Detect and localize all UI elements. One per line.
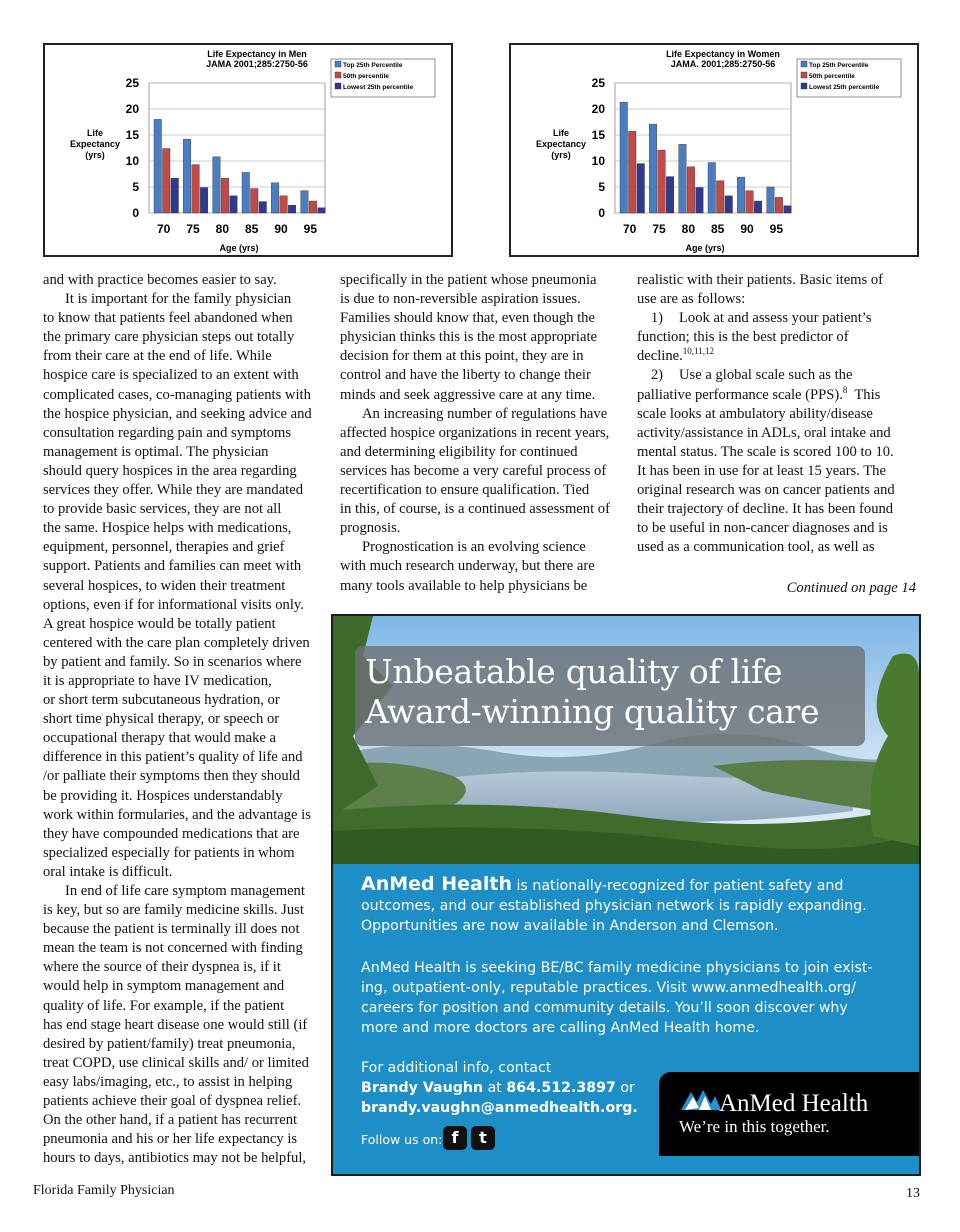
text-span: decline. — [637, 348, 683, 365]
x-tick-label: 90 — [740, 222, 754, 236]
anmed-mountain-icon — [681, 1086, 721, 1112]
y-axis-label: (yrs) — [551, 150, 571, 160]
chart-men-svg — [45, 45, 451, 255]
text-line: activity/assistance in ADLs, oral intake and — [637, 424, 891, 441]
text-line: recertification to ensure qualification. Tied — [340, 482, 590, 499]
text-line: the hospice physician, and seeking advice and — [43, 405, 312, 422]
text-line: quality of life. For example, if the patient — [43, 997, 285, 1014]
legend-label: Lowest 25th percentile — [809, 84, 880, 91]
text-line: Use a global scale such as the — [679, 367, 853, 384]
y-tick-label: 10 — [125, 154, 139, 168]
text-line: A great hospice would be totally patient — [43, 615, 276, 632]
text-line: desired by patient/family) treat pneumonia, — [43, 1035, 296, 1052]
chart-subtitle: JAMA 2001;285:2750-56 — [206, 59, 308, 69]
bar — [309, 201, 317, 213]
text-line: options, even if for informational visits only. — [43, 596, 304, 613]
text-line: is key, but so are family medicine skills. Just — [43, 902, 304, 919]
text-line: in this, of course, is a continued assessment of — [340, 501, 610, 518]
legend-label: 50th percentile — [809, 73, 855, 80]
text-line: services they offer. While they are mandated — [43, 482, 304, 499]
text-line: /or palliate their symptoms then they should — [43, 768, 300, 785]
x-tick-label: 70 — [156, 222, 171, 236]
bar — [213, 157, 221, 213]
chart-title: Life Expectancy in Women — [666, 49, 780, 59]
text-line: mean the team is not concerned with finding — [43, 940, 303, 957]
text-line: Prognostication is an evolving science — [362, 539, 586, 556]
legend-label: Top 25th Percentile — [343, 62, 403, 69]
x-axis-label: Age (yrs) — [219, 243, 259, 253]
text-line: has end stage heart disease one would still (if — [43, 1016, 308, 1033]
text-line: realistic with their patients. Basic items of — [637, 272, 884, 288]
bar — [637, 164, 645, 213]
text-line — [637, 386, 922, 405]
text-line: is due to non-reversible aspiration issues. — [340, 291, 581, 308]
headline-line-2: Award-winning quality care — [365, 692, 820, 731]
legend-label: Top 25th Percentile — [809, 62, 869, 69]
headline-banner — [355, 646, 865, 746]
text-line: hours to days, antibiotics may not be helpful, — [43, 1150, 307, 1167]
text-line: In end of life care symptom management — [65, 883, 305, 899]
bar — [754, 201, 762, 213]
text-line: by patient and family. So in scenarios where — [43, 653, 302, 670]
text-line: with much research underway, but there are — [340, 558, 595, 575]
bar — [775, 197, 783, 213]
text-line: because the patient is terminally ill does not — [43, 921, 300, 938]
text-line: or short term subcutaneous hydration, or — [43, 692, 280, 709]
list-number: 1) — [650, 310, 663, 327]
y-tick-label: 15 — [591, 128, 605, 142]
text-line: Opportunities are now available in Anderson and Clemson. — [361, 918, 779, 934]
text-line: treat COPD, use clinical skills and/ or limited — [43, 1054, 309, 1071]
y-tick-label: 0 — [132, 206, 139, 220]
text-line: short time physical therapy, or speech or — [43, 711, 280, 728]
text-line: their trajectory of decline. It has been found — [637, 501, 894, 518]
column-1 — [43, 271, 328, 1168]
text-span: at — [483, 1080, 507, 1096]
bar — [620, 102, 628, 213]
text-line: pneumonia and his or her life expectancy is — [43, 1131, 298, 1148]
x-axis-label: Age (yrs) — [685, 243, 725, 253]
follow-us-label: Follow us on: — [361, 1132, 443, 1147]
chart-title: Life Expectancy in Men — [207, 49, 307, 59]
x-tick-label: 95 — [769, 222, 784, 236]
publication-name: Florida Family Physician — [33, 1183, 175, 1198]
x-tick-label: 75 — [652, 222, 666, 236]
contact-name: Brandy Vaughn — [361, 1080, 484, 1096]
y-axis-label: Expectancy — [535, 139, 587, 149]
y-tick-label: 25 — [125, 76, 139, 90]
text-line: outcomes, and our established physician network is rapidly expanding. — [361, 898, 867, 914]
list-item-1 — [637, 309, 922, 328]
bar — [163, 149, 171, 213]
text-line: specialized especially for patients in whom — [43, 844, 295, 861]
legend-label: 50th percentile — [343, 73, 389, 80]
chart-women — [509, 43, 919, 257]
page-number: 13 — [906, 1186, 920, 1201]
legend-swatch — [335, 83, 341, 89]
x-tick-label: 95 — [303, 222, 318, 236]
chart-women-svg — [511, 45, 917, 255]
text-line: On the other hand, if a patient has recurrent — [43, 1112, 298, 1129]
bar — [154, 119, 162, 213]
bar — [767, 187, 775, 213]
bar — [259, 202, 267, 213]
y-axis-label: Expectancy — [69, 139, 121, 149]
legend-swatch — [801, 61, 807, 67]
bar — [784, 206, 792, 213]
legend-swatch — [801, 72, 807, 78]
y-tick-label: 5 — [132, 180, 139, 194]
logo-tagline: We’re in this together. — [679, 1117, 830, 1136]
text-line: physician thinks this is the most appropriate — [340, 329, 597, 346]
text-line: be providing it. Hospices understandably — [43, 787, 283, 804]
text-line: several hospices, to widen their treatment — [43, 577, 286, 594]
bar — [288, 205, 296, 213]
text-line: minds and seek aggressive care at any time. — [340, 386, 596, 403]
text-line: decision for them at this point, they are in — [340, 348, 584, 365]
text-line: use are as follows: — [637, 291, 746, 308]
logo-wordmark: AnMed Health — [719, 1090, 869, 1117]
text-line: services has become a very careful process of — [340, 462, 607, 479]
bar — [251, 189, 259, 213]
bar — [280, 196, 288, 213]
text-line: affected hospice organizations in recent years, — [340, 424, 610, 441]
reference-superscript: 10,11,12 — [682, 346, 714, 357]
bar — [171, 178, 179, 213]
bar — [658, 150, 666, 213]
bar — [318, 208, 326, 213]
legend-swatch — [801, 83, 807, 89]
text-line: would help in symptom management and — [43, 978, 285, 995]
ad-paragraph-1 — [361, 874, 901, 936]
text-line: An increasing number of regulations have — [362, 405, 608, 422]
contact-phone[interactable]: 864.512.3897 — [506, 1080, 616, 1096]
facebook-icon[interactable]: f — [443, 1126, 467, 1150]
text-line: scale looks at ambulatory ability/disease — [637, 405, 873, 422]
list-item-2 — [637, 366, 922, 385]
text-span: or — [615, 1080, 635, 1096]
bar — [221, 178, 229, 213]
y-tick-label: 5 — [598, 180, 605, 194]
brand-name: AnMed Health — [361, 873, 512, 895]
twitter-icon[interactable]: t — [471, 1126, 495, 1150]
bar — [687, 167, 695, 213]
y-tick-label: 20 — [591, 102, 605, 116]
text-line: the primary care physician steps out totally — [43, 329, 295, 346]
x-tick-label: 80 — [681, 222, 696, 236]
text-line: difference in this patient’s quality of life and — [43, 749, 303, 766]
ad-paragraph-2 — [361, 958, 901, 1038]
text-line: patients achieve their goal of dyspnea relief. — [43, 1093, 302, 1110]
text-line: where the source of their dyspnea is, if it — [43, 959, 281, 976]
list-number: 2) — [650, 367, 663, 384]
text-line: support. Patients and families can meet with — [43, 558, 302, 575]
bar — [649, 124, 657, 213]
bar — [301, 191, 309, 213]
text-line: equipment, personnel, therapies and grief — [43, 539, 285, 556]
headline-line-1: Unbeatable quality of life — [365, 652, 783, 691]
text-line: the same. Hospice helps with medications, — [43, 520, 292, 537]
text-line: to provide basic services, they are not all — [43, 501, 282, 518]
y-axis-label: Life — [86, 128, 104, 138]
x-tick-label: 85 — [244, 222, 259, 236]
text-line: and with practice becomes easier to say. — [43, 272, 277, 288]
y-tick-label: 10 — [591, 154, 605, 168]
bar — [192, 165, 200, 213]
continued-note: Continued on page 14 — [786, 580, 916, 596]
text-line: Look at and assess your patient’s — [679, 310, 872, 327]
text-line: to be useful in non-cancer diagnoses and is — [637, 520, 888, 537]
x-tick-label: 75 — [186, 222, 200, 236]
text-line: control and have the liberty to change their — [340, 367, 591, 384]
y-axis-label: Life — [552, 128, 570, 138]
bar — [271, 183, 279, 213]
bar — [183, 139, 191, 213]
text-line: mental status. The scale is scored 100 to 10. — [637, 443, 894, 460]
reference-superscript: 8 — [842, 384, 848, 395]
bar — [708, 163, 716, 213]
text-line: Families should know that, even though the — [340, 310, 595, 327]
bar — [629, 131, 637, 213]
text-line: specifically in the patient whose pneumonia — [340, 272, 597, 288]
bar — [725, 196, 733, 213]
text-line: occupational therapy that would make a — [43, 730, 277, 747]
bar — [230, 196, 238, 213]
text-line: should query hospices in the area regarding — [43, 462, 297, 479]
text-line: It has been in use for at least 15 years. The — [637, 462, 886, 479]
bar — [746, 191, 754, 213]
column-3 — [637, 271, 922, 557]
text-line: they have compounded medications that are — [43, 825, 300, 842]
legend-label: Lowest 25th percentile — [343, 84, 414, 91]
text-line: prognosis. — [340, 520, 401, 537]
legend-swatch — [335, 61, 341, 67]
bar — [679, 144, 687, 213]
legend-swatch — [335, 72, 341, 78]
bar — [737, 177, 745, 213]
text-line: oral intake is difficult. — [43, 863, 173, 880]
text-span: is nationally-recognized for patient safety and — [511, 878, 844, 894]
anmed-advertisement — [331, 614, 921, 1176]
bar — [717, 181, 725, 213]
bar — [242, 172, 250, 213]
anmed-logo — [659, 1072, 921, 1156]
text-span: palliative performance scale (PPS). — [637, 386, 843, 403]
text-line: and determining eligibility for continued — [340, 443, 578, 460]
text-line: to know that patients feel abandoned when — [43, 310, 293, 327]
text-line — [637, 347, 922, 366]
text-line: AnMed Health is seeking BE/BC family medicine physicians to join exist- — [361, 960, 873, 976]
text-line: It is important for the family physician — [65, 291, 292, 308]
text-line: it is appropriate to have IV medication, — [43, 672, 272, 689]
x-tick-label: 70 — [622, 222, 637, 236]
text-line: careers for position and community details. You’ll soon discover why — [361, 1000, 848, 1016]
text-line: management is optimal. The physician — [43, 443, 269, 460]
text-line: more and more doctors are calling AnMed Health home. — [361, 1020, 760, 1036]
text-line: many tools available to help physicians be — [340, 577, 588, 594]
text-line: hospice care is specialized to an extent with — [43, 367, 299, 384]
bar — [200, 188, 208, 213]
text-line: ing, outpatient-only, reputable practices. Visit www.anmedhealth.org/ — [361, 980, 857, 996]
bar — [666, 177, 674, 213]
chart-men — [43, 43, 453, 257]
y-tick-label: 0 — [598, 206, 605, 220]
bar — [696, 188, 704, 213]
text-line: from their care at the end of life. While — [43, 348, 272, 365]
column-2 — [340, 271, 625, 596]
text-span: This — [847, 386, 881, 403]
text-line: consultation regarding pain and symptoms — [43, 424, 292, 441]
x-tick-label: 85 — [710, 222, 725, 236]
x-tick-label: 80 — [215, 222, 230, 236]
y-tick-label: 20 — [125, 102, 139, 116]
text-line: centered with the care plan completely driven — [43, 634, 310, 651]
text-line: easy labs/imaging, etc., to assist in helping — [43, 1073, 293, 1090]
y-tick-label: 15 — [125, 128, 139, 142]
chart-subtitle: JAMA. 2001;285:2750-56 — [670, 59, 776, 69]
x-tick-label: 90 — [274, 222, 288, 236]
contact-intro: For additional info, contact — [361, 1060, 552, 1076]
y-axis-label: (yrs) — [85, 150, 105, 160]
text-line — [361, 874, 901, 896]
text-line: complicated cases, co-managing patients with — [43, 386, 311, 403]
text-line: original research was on cancer patients and — [637, 482, 895, 499]
text-line: used as a communication tool, as well as — [637, 539, 875, 556]
text-line: function; this is the best predictor of — [637, 329, 849, 346]
y-tick-label: 25 — [591, 76, 605, 90]
contact-email[interactable]: brandy.vaughn@anmedhealth.org. — [361, 1100, 638, 1116]
text-line: work within formularies, and the advantage is — [43, 806, 311, 823]
